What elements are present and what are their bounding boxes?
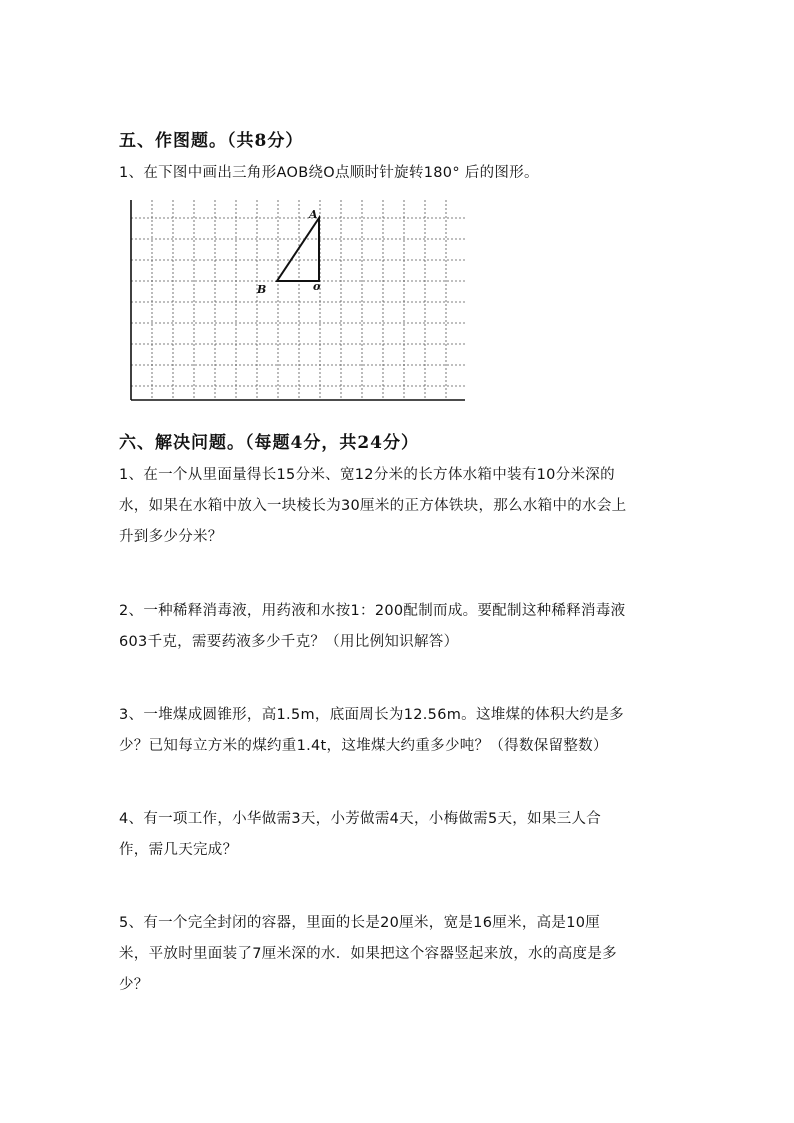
label-b: B [257,283,267,296]
question-line: 少？ [119,977,149,993]
label-a: A [309,208,318,221]
question-line: 米，平放时里面装了7厘米深的水．如果把这个容器竖起来放，水的高度是多 [119,946,617,962]
question-line: 603千克，需要药液多少千克？（用比例知识解答） [119,634,459,650]
question-line: 1、在一个从里面量得长15分米、宽12分米的长方体水箱中装有10分米深的 [119,467,615,483]
question-5-1 [119,158,679,189]
question-line: 升到多少分米？ [119,529,223,545]
triangle-aob [277,218,319,281]
section-5-heading: 五、作图题。（共8分） [119,131,304,151]
question-6-3 [119,700,679,762]
question-line: 4、有一项工作，小华做需3天，小芳做需4天，小梅做需5天，如果三人合 [119,811,602,827]
question-line: 5、有一个完全封闭的容器，里面的长是20厘米，宽是16厘米，高是10厘 [119,915,601,931]
question-line: 少？已知每立方米的煤约重1.4t，这堆煤大约重多少吨？（得数保留整数） [119,738,608,754]
question-line: 3、一堆煤成圆锥形，高1.5m，底面周长为12.56m。这堆煤的体积大约是多 [119,707,624,723]
question-line: 作，需几天完成？ [119,842,238,858]
grid-lines [131,200,465,400]
label-o: o [313,280,321,293]
question-6-4 [119,804,679,866]
question-line: 水，如果在水箱中放入一块棱长为30厘米的正方体铁块，那么水箱中的水会上 [119,498,627,514]
grid-border [131,200,465,400]
question-line: 2、一种稀释消毒液，用药液和水按1：200配制而成。要配制这种稀释消毒液 [119,603,626,619]
question-line: 1、在下图中画出三角形AOB绕O点顺时针旋转180° 后的图形。 [119,165,539,181]
question-6-1 [119,460,679,553]
section-6-heading: 六、解决问题。（每题4分，共24分） [119,433,419,453]
grid-figure [129,198,467,402]
question-6-5 [119,908,679,1001]
question-6-2 [119,596,679,658]
